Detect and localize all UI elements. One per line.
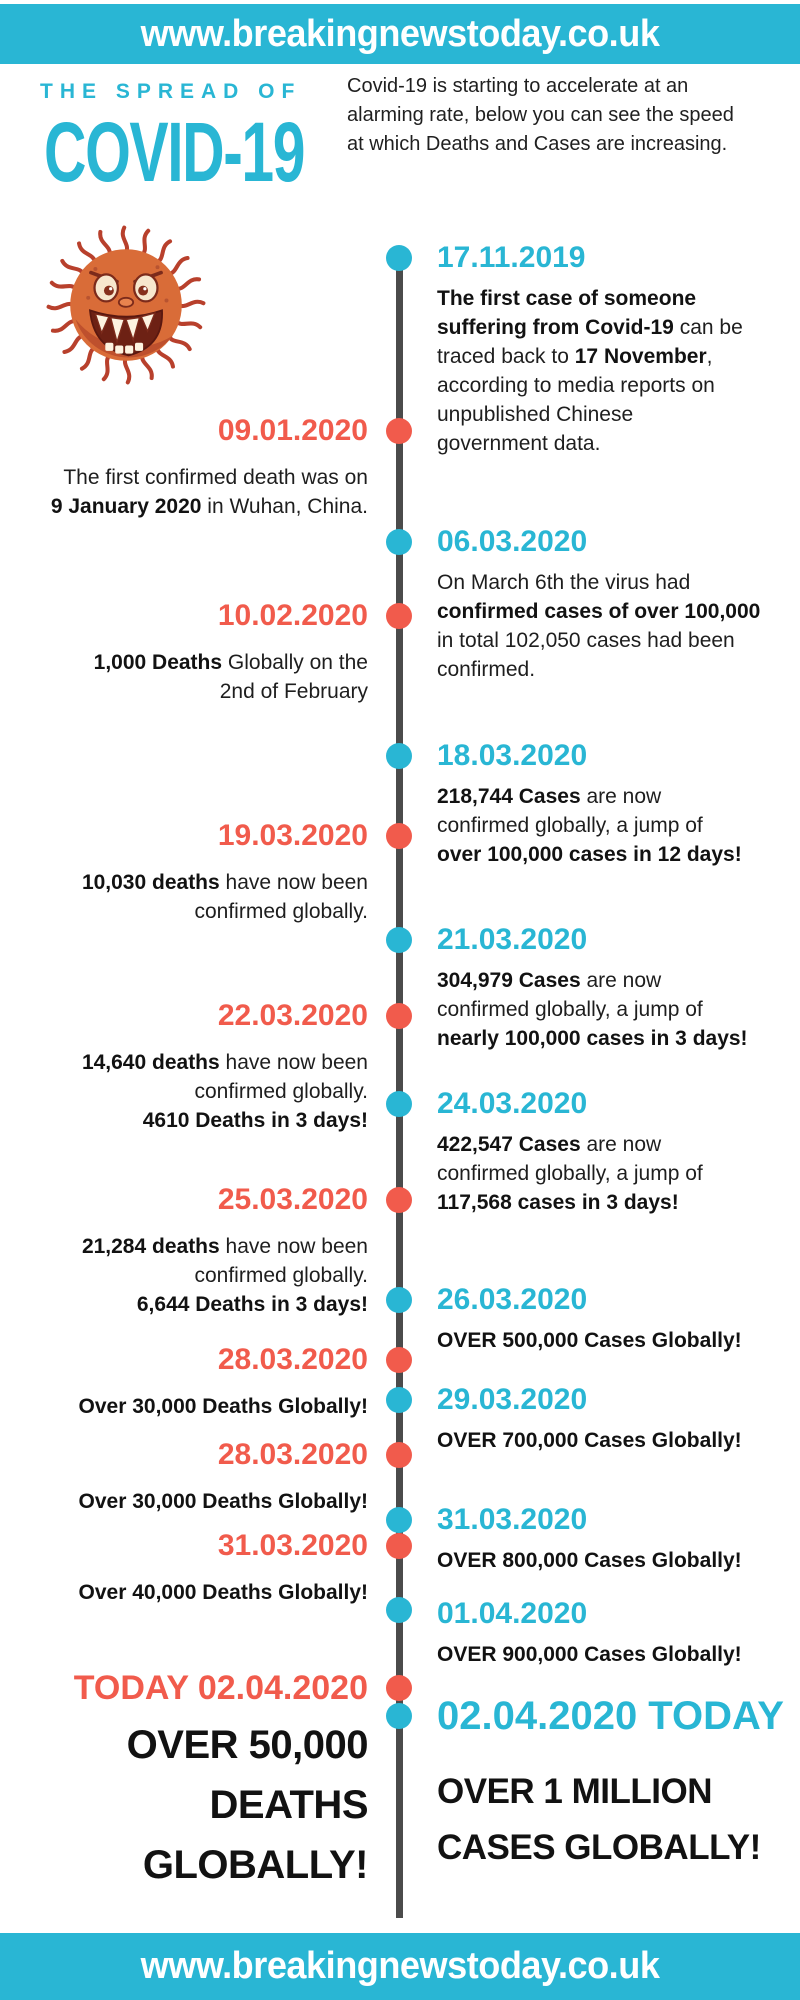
- timeline-dot-deaths: [386, 1533, 412, 1559]
- timeline-entry: [8, 1342, 368, 1421]
- entry-date: 28.03.2020: [217, 1343, 368, 1376]
- timeline-entry: [437, 1382, 800, 1455]
- entry-date: 26.03.2020: [437, 1283, 588, 1316]
- timeline-dot-cases: [386, 927, 412, 953]
- timeline-entry: [8, 1182, 368, 1319]
- entry-body: 218,744 Cases are now confirmed globally, a jump of over 100,000 cases in 12 days!: [437, 785, 742, 866]
- timeline-dot-cases: [386, 743, 412, 769]
- timeline-dot-deaths: [386, 603, 412, 629]
- entry-date: 02.04.2020 TODAY: [437, 1694, 784, 1738]
- timeline-entry: [437, 738, 800, 869]
- timeline-entry-today-deaths: [8, 1667, 368, 1895]
- timeline-entry: [437, 524, 800, 684]
- entry-date: 06.03.2020: [437, 525, 588, 558]
- entry-body: The first confirmed death was on 9 January 2020 in Wuhan, China.: [50, 466, 368, 518]
- entry-date: 22.03.2020: [217, 999, 368, 1032]
- timeline-dot-deaths: [386, 1187, 412, 1213]
- entry-date: 21.03.2020: [437, 923, 588, 956]
- bottom-banner: [0, 1933, 800, 2000]
- timeline-entry: [8, 818, 368, 926]
- entry-body: OVER 500,000 Cases Globally!: [437, 1329, 742, 1352]
- timeline-entry: [437, 1596, 800, 1669]
- timeline-dot-cases: [386, 1597, 412, 1623]
- top-banner-url: www.breakingnewstoday.co.uk: [140, 12, 660, 55]
- top-banner: [0, 4, 800, 64]
- timeline-dot-cases: [386, 1287, 412, 1313]
- entry-body: OVER 50,000 DEATHS GLOBALLY!: [126, 1723, 368, 1887]
- entry-body: 422,547 Cases are now confirmed globally, a jump of 117,568 cases in 3 days!: [437, 1133, 703, 1214]
- entry-body: 1,000 Deaths Globally on the 2nd of February: [93, 651, 368, 703]
- entry-date: 29.03.2020: [437, 1383, 588, 1416]
- timeline-dot-deaths: [386, 1347, 412, 1373]
- entry-body: The first case of someone suffering from Covid-19 can be traced back to 17 November, according to media reports on unpublished Chinese government data.: [437, 287, 743, 455]
- timeline-entry: [437, 1282, 800, 1355]
- timeline-entry: [437, 922, 800, 1053]
- virus-icon: [36, 212, 216, 398]
- entry-body: OVER 1 MILLION CASES GLOBALLY!: [437, 1772, 761, 1867]
- intro-paragraph: Covid-19 is starting to accelerate at an alarming rate, below you can see the speed at which Deaths and Cases are increasing.: [347, 75, 734, 155]
- timeline-line: [396, 258, 403, 1918]
- entry-body: 10,030 deaths have now been confirmed globally.: [81, 871, 368, 923]
- kicker-text: THE SPREAD OF: [40, 80, 302, 103]
- entry-date: 09.01.2020: [217, 414, 368, 447]
- entry-date: 24.03.2020: [437, 1087, 588, 1120]
- timeline-entry: [8, 998, 368, 1135]
- entry-body: Over 40,000 Deaths Globally!: [78, 1581, 368, 1604]
- timeline-dot-deaths: [386, 418, 412, 444]
- entry-body: OVER 800,000 Cases Globally!: [437, 1549, 742, 1572]
- entry-body: Over 30,000 Deaths Globally!: [78, 1395, 368, 1418]
- timeline-entry: [437, 1086, 800, 1217]
- timeline-entry-today-cases: [437, 1692, 800, 1876]
- timeline-dot-cases: [386, 1703, 412, 1729]
- entry-body: OVER 700,000 Cases Globally!: [437, 1429, 742, 1452]
- timeline-dot-cases: [386, 529, 412, 555]
- timeline-dot-deaths: [386, 1003, 412, 1029]
- timeline-entry: [8, 1528, 368, 1607]
- timeline-entry: [8, 1437, 368, 1516]
- entry-date: 17.11.2019: [437, 241, 586, 274]
- entry-body: 304,979 Cases are now confirmed globally, a jump of nearly 100,000 cases in 3 days!: [437, 969, 748, 1050]
- timeline-dot-cases: [386, 245, 412, 271]
- entry-body: 21,284 deaths have now been confirmed globally. 6,644 Deaths in 3 days!: [81, 1235, 368, 1316]
- entry-date: 18.03.2020: [437, 739, 588, 772]
- entry-date: 01.04.2020: [437, 1597, 588, 1630]
- timeline-dot-cases: [386, 1091, 412, 1117]
- virus-nose: [119, 298, 133, 307]
- timeline-dot-cases: [386, 1507, 412, 1533]
- entry-date: 10.02.2020: [217, 599, 368, 632]
- entry-body: 14,640 deaths have now been confirmed globally. 4610 Deaths in 3 days!: [81, 1051, 368, 1132]
- entry-body: OVER 900,000 Cases Globally!: [437, 1643, 742, 1666]
- timeline-dot-cases: [386, 1387, 412, 1413]
- timeline-entry: [437, 1502, 800, 1575]
- timeline-dot-deaths: [386, 1442, 412, 1468]
- timeline-entry: [437, 240, 800, 458]
- entry-body: On March 6th the virus had confirmed cases of over 100,000 in total 102,050 cases had been confirmed.: [437, 571, 761, 681]
- entry-date: 19.03.2020: [217, 819, 368, 852]
- timeline-dot-deaths: [386, 823, 412, 849]
- entry-date: 31.03.2020: [217, 1529, 368, 1562]
- entry-body: Over 30,000 Deaths Globally!: [78, 1490, 368, 1513]
- entry-date: 31.03.2020: [437, 1503, 588, 1536]
- timeline-dot-deaths: [386, 1675, 412, 1701]
- page-title: COVID-19: [44, 105, 305, 199]
- timeline-entry: [8, 413, 368, 521]
- bottom-banner-url: www.breakingnewstoday.co.uk: [140, 1945, 660, 1987]
- entry-date: 25.03.2020: [217, 1183, 368, 1216]
- entry-date: 28.03.2020: [217, 1438, 368, 1471]
- entry-date: TODAY 02.04.2020: [73, 1669, 368, 1707]
- timeline-entry: [8, 598, 368, 706]
